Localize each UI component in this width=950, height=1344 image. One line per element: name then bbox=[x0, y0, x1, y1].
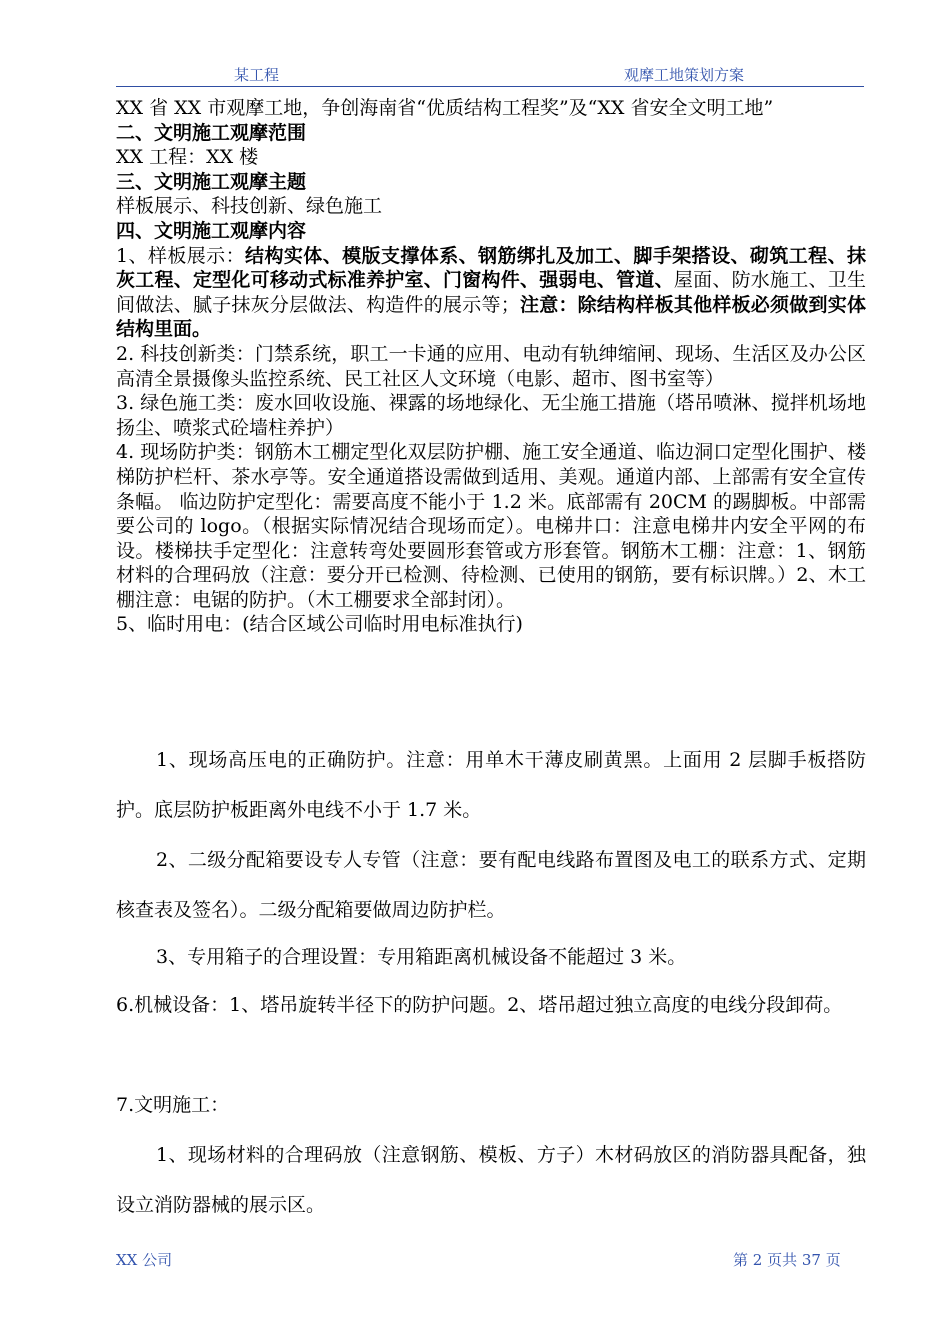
item-7-1-paragraph: 1、现场材料的合理码放（注意钢筋、模板、方子）木材码放区的消防器具配备，独设立消防器械的展示区。 bbox=[116, 1144, 866, 1216]
page-header bbox=[116, 62, 864, 87]
item-1-rest: 屋面、防水施工、卫生间做法、腻子抹灰分层做法、构造件的展示等； bbox=[116, 269, 866, 316]
section-heading-3: 三、文明施工观摩主题 bbox=[116, 170, 307, 193]
item-2-paragraph: 2. 科技创新类：门禁系统，职工一卡通的应用、电动有轨绅缩闸、现场、生活区及办公区高清全景摄像头监控系统、民工社区人文环境（电影、超市、图书室等） bbox=[116, 342, 866, 390]
item-1-bold-list: 结构实体、模版支撑体系、钢筋绑扎及加工、脚手架搭设、砌筑工程、抹灰工程、定型化可移动式标准养护室、门窗构件、强弱电、管道、 bbox=[116, 244, 866, 292]
item-1-prefix: 1、样板展示： bbox=[116, 244, 246, 267]
section-heading-4: 四、文明施工观摩内容 bbox=[116, 219, 307, 242]
item-3-paragraph: 3. 绿色施工类：废水回收设施、裸露的场地绿化、无尘施工措施（塔吊喷淋、搅拌机场地扬尘、喷浆式砼墙柱养护） bbox=[116, 392, 866, 439]
theme-paragraph: 样板展示、科技创新、绿色施工 bbox=[116, 195, 383, 218]
header-document-title: 观摩工地策划方案 bbox=[624, 66, 745, 84]
header-project-name: 某工程 bbox=[234, 66, 280, 84]
intro-paragraph: XX 省 XX 市观摩工地，争创海南省“优质结构工程奖”及“XX 省安全文明工地” bbox=[116, 97, 774, 119]
item-5-3-paragraph: 3、专用箱子的合理设置：专用箱距离机械设备不能超过 3 米。 bbox=[156, 946, 687, 968]
item-5-paragraph: 5、临时用电：(结合区域公司临时用电标准执行) bbox=[116, 613, 523, 636]
item-1-paragraph bbox=[116, 244, 866, 342]
footer-company: XX 公司 bbox=[116, 1251, 173, 1269]
page-footer bbox=[116, 1249, 864, 1270]
item-5-2-paragraph: 2、二级分配箱要设专人专管（注意：要有配电线路布置图及电工的联系方式、定期核查表及签名）。二级分配箱要做周边防护栏。 bbox=[116, 849, 866, 921]
footer-page-number: 第 2 页共 37 页 bbox=[733, 1251, 841, 1269]
item-4-paragraph: 4. 现场防护类：钢筋木工棚定型化双层防护棚、施工安全通道、临边洞口定型化围护、楼梯防护栏杆、茶水亭等。安全通道搭设需做到适用、美观。通道内部、上部需有安全宣传条幅。 临边防护定型化：需要高度不能小于 1.2 米。底部需有 20CM 的踢脚板。中部需要公司的 logo。（根据实际情况结合现场而定）。电梯井口：注意电梯井内安全平网的布设。楼梯扶手定型化：注意转弯处要圆形套管或方形套管。钢筋木工棚：注意：1、钢筋材料的合理码放（注意：要分开已检测、待检测、已使用的钢筋，要有标识牌。）2、木工棚注意：电锯的防护。（木工棚要求全部封闭）。 bbox=[116, 441, 866, 611]
scope-paragraph: XX 工程：XX 楼 bbox=[116, 146, 259, 169]
document-body bbox=[116, 96, 866, 637]
item-6-paragraph: 6.机械设备：1、塔吊旋转半径下的防护问题。2、塔吊超过独立高度的电线分段卸荷。 bbox=[116, 994, 843, 1016]
item-5-1-paragraph: 1、现场高压电的正确防护。注意：用单木干薄皮刷黄黑。上面用 2 层脚手板搭防护。底层防护板距离外电线不小于 1.7 米。 bbox=[116, 749, 866, 821]
item-7-heading: 7.文明施工： bbox=[116, 1094, 230, 1116]
section-heading-2: 二、文明施工观摩范围 bbox=[116, 121, 307, 144]
item-1-note: 注意：除结构样板其他样板必须做到实体结构里面。 bbox=[116, 293, 866, 341]
